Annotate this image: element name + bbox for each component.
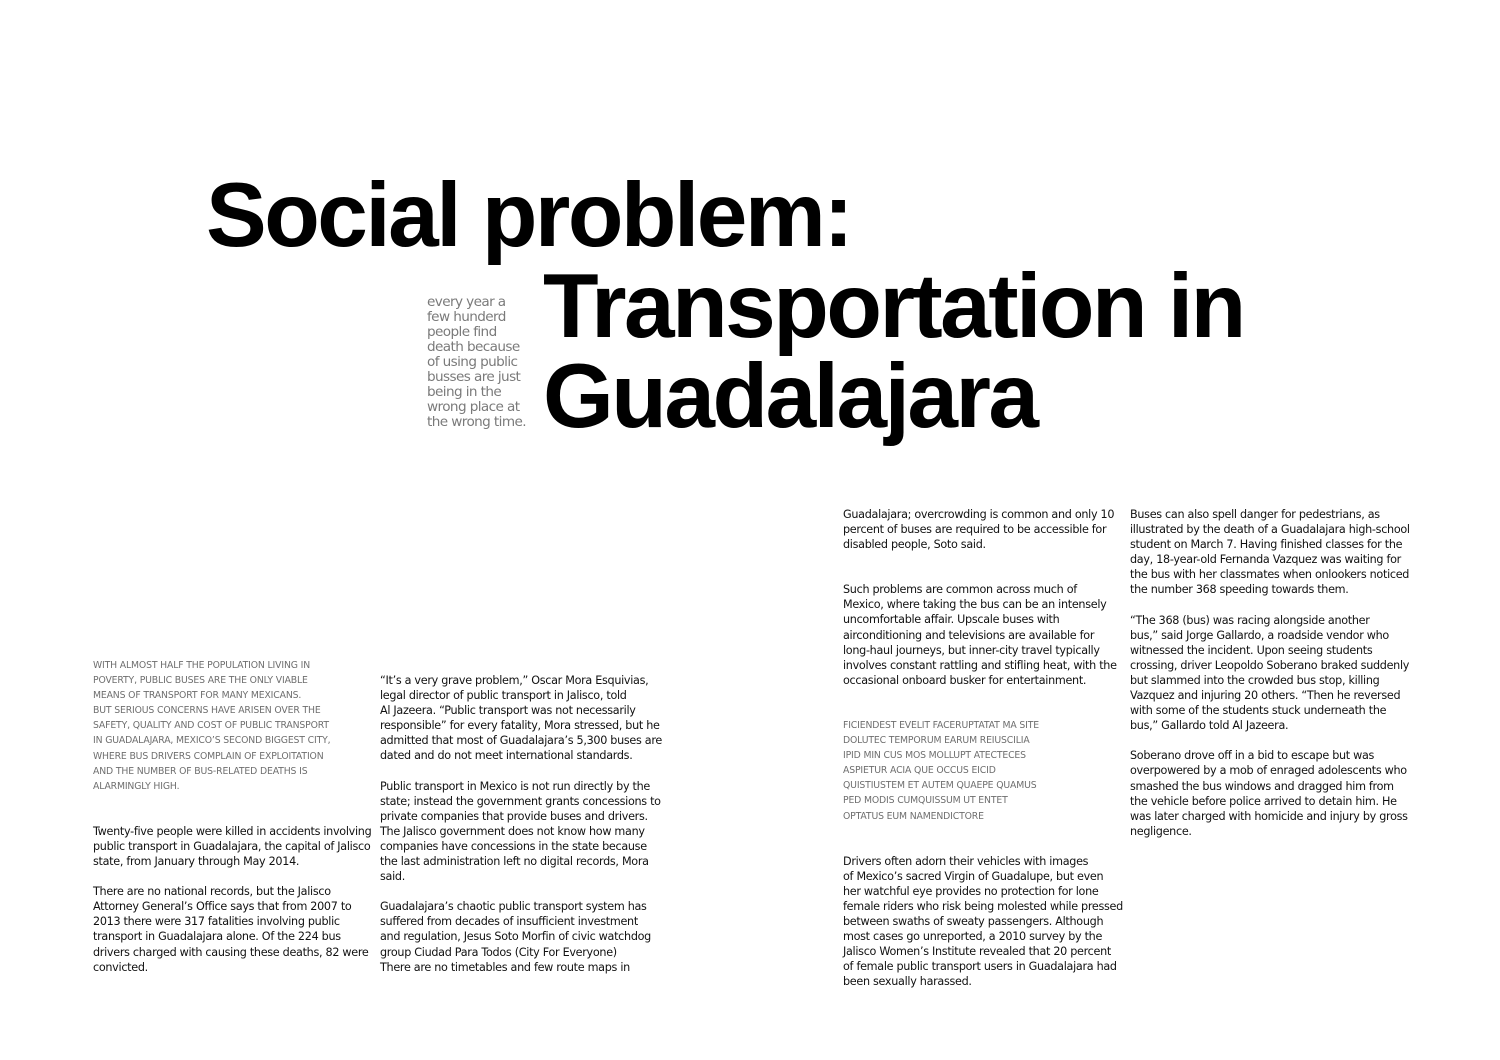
paragraph: [843, 854, 1123, 990]
text-line: the bus with her classmates when onlookers noticed: [1130, 568, 1410, 582]
headline-line-1: Social problem:: [206, 165, 852, 266]
text-line: the last administration left no digital records, Mora: [380, 855, 649, 869]
text-line: Guadalajara’s chaotic public transport system has: [380, 900, 647, 914]
text-line: dated and do not meet international standards.: [380, 749, 633, 763]
text-line: the vehicle before police arrived to detain him. He: [1130, 794, 1397, 808]
text-line: Jalisco Women’s Institute revealed that 20 percent: [843, 945, 1111, 959]
article-column-3: [843, 507, 1123, 989]
headline-line-2: Transportation in: [543, 256, 1244, 357]
text-line: transport in Guadalajara alone. Of the 224 bus: [93, 930, 341, 944]
text-line: been sexually harassed.: [843, 975, 972, 989]
pull-quote-line: the wrong time.: [427, 414, 526, 430]
pull-quote-line: of using public: [427, 354, 518, 370]
paragraph: [1130, 748, 1415, 839]
paragraph: [93, 884, 373, 975]
text-line: but slammed into the crowded bus stop, killing: [1130, 673, 1380, 687]
caps-line: IPID MIN CUS MOS MOLLUPT ATECTECES: [843, 750, 1026, 762]
intro-line: AND THE NUMBER OF BUS-RELATED DEATHS IS: [93, 765, 308, 777]
text-line: Guadalajara; overcrowding is common and only 10: [843, 508, 1115, 521]
text-line: disabled people, Soto said.: [843, 538, 986, 552]
text-line: her watchful eye provides no protection for lone: [843, 884, 1099, 898]
caps-line: ASPIETUR ACIA QUE OCCUS EICID: [843, 765, 996, 777]
caps-line: PED MODIS CUMQUISSUM UT ENTET: [843, 795, 1008, 807]
text-line: Public transport in Mexico is not run directly by the: [380, 779, 651, 793]
text-line: percent of buses are required to be accessible for: [843, 523, 1107, 537]
text-line: The Jalisco government does not know how many: [380, 824, 645, 838]
intro-line: WHERE BUS DRIVERS COMPLAIN OF EXPLOITATION: [93, 750, 324, 762]
text-line: Vazquez and injuring 20 others. “Then he reversed: [1130, 689, 1401, 703]
text-line: companies have concessions in the state because: [380, 839, 647, 853]
text-line: group Ciudad Para Todos (City For Everyone): [380, 945, 617, 959]
pull-quote-line: busses are just: [427, 369, 521, 385]
text-line: was later charged with homicide and injury by gross: [1130, 809, 1408, 823]
text-line: overpowered by a mob of enraged adolescents who: [1130, 764, 1407, 778]
intro-line: ALARMINGLY HIGH.: [93, 780, 180, 792]
caps-line: FICIENDEST EVELIT FACERUPTATAT MA SITE: [843, 719, 1039, 731]
text-line: uncomfortable affair. Upscale buses with: [843, 613, 1060, 627]
text-line: day, 18-year-old Fernanda Vazquez was waiting for: [1130, 553, 1401, 567]
text-line: Al Jazeera. “Public transport was not necessarily: [380, 704, 636, 718]
headline-line-3: Guadalajara: [543, 346, 1037, 447]
intro-line: WITH ALMOST HALF THE POPULATION LIVING IN: [93, 660, 311, 671]
intro-line: SAFETY, QUALITY AND COST OF PUBLIC TRANSPORT: [93, 720, 329, 732]
text-line: negligence.: [1130, 824, 1192, 838]
pull-quote-line: few hunderd: [427, 309, 506, 325]
text-line: long-haul journeys, but inner-city travel typically: [843, 643, 1100, 657]
intro-line: IN GUADALAJARA, MEXICO’S SECOND BIGGEST CITY,: [93, 735, 331, 747]
paragraph: [1130, 507, 1415, 598]
intro-line: MEANS OF TRANSPORT FOR MANY MEXICANS.: [93, 690, 302, 702]
text-line: private companies that provide buses and drivers.: [380, 809, 648, 823]
text-line: Soberano drove off in a bid to escape but was: [1130, 749, 1375, 763]
caps-line: DOLUTEC TEMPORUM EARUM REIUSCILIA: [843, 735, 1030, 747]
caps-line: OPTATUS EUM NAMENDICTORE: [843, 810, 984, 822]
text-line: and regulation, Jesus Soto Morfin of civic watchdog: [380, 930, 651, 944]
text-line: responsible” for every fatality, Mora stressed, but he: [380, 719, 660, 733]
text-line: admitted that most of Guadalajara’s 5,300 buses are: [380, 734, 662, 748]
text-line: Drivers often adorn their vehicles with images: [843, 854, 1089, 868]
pull-quote-line: being in the: [427, 384, 502, 400]
caps-block: [843, 718, 1123, 824]
text-line: witnessed the incident. Upon seeing students: [1130, 643, 1373, 657]
text-line: between swaths of sweaty passengers. Although: [843, 914, 1104, 928]
paragraph: [843, 582, 1123, 688]
article-column-1: [93, 658, 373, 975]
text-line: involves constant rattling and stifling heat, with the: [843, 658, 1117, 672]
text-line: “The 368 (bus) was racing alongside another: [1130, 613, 1370, 627]
paragraph: [843, 507, 1123, 552]
text-line: 2013 there were 317 fatalities involving public: [93, 915, 340, 929]
text-line: convicted.: [93, 960, 148, 974]
paragraph: [1130, 613, 1415, 734]
pull-quote-line: death because: [427, 339, 520, 355]
paragraph: [380, 899, 660, 974]
article-column-4: [1130, 507, 1415, 839]
text-line: bus,” said Jorge Gallardo, a roadside vendor who: [1130, 628, 1389, 642]
text-line: Mexico, where taking the bus can be an intensely: [843, 598, 1107, 612]
pull-quote: [427, 295, 537, 430]
text-line: There are no national records, but the Jalisco: [93, 885, 331, 899]
text-line: drivers charged with causing these deaths, 82 were: [93, 945, 369, 959]
text-line: legal director of public transport in Jalisco, told: [380, 689, 627, 703]
text-line: student on March 7. Having finished classes for the: [1130, 538, 1403, 552]
intro-standfirst: [93, 658, 373, 794]
text-line: state, from January through May 2014.: [93, 855, 300, 869]
text-line: Buses can also spell danger for pedestrians, as: [1130, 508, 1380, 521]
text-line: Such problems are common across much of: [843, 583, 1077, 597]
text-line: occasional onboard busker for entertainment.: [843, 673, 1087, 687]
pull-quote-line: people find: [427, 324, 497, 340]
text-line: illustrated by the death of a Guadalajara high-school: [1130, 523, 1410, 537]
text-line: state; instead the government grants concessions to: [380, 794, 661, 808]
paragraph: [93, 824, 373, 869]
paragraph: [380, 673, 660, 764]
text-line: Twenty-five people were killed in accidents involving: [93, 824, 372, 838]
text-line: suffered from decades of insufficient investment: [380, 915, 638, 929]
text-line: smashed the bus windows and dragged him from: [1130, 779, 1394, 793]
text-line: with some of the students stuck underneath the: [1130, 704, 1387, 718]
intro-line: POVERTY, PUBLIC BUSES ARE THE ONLY VIABLE: [93, 675, 308, 687]
text-line: public transport in Guadalajara, the capital of Jalisco: [93, 839, 371, 853]
text-line: of female public transport users in Guadalajara had: [843, 960, 1117, 974]
article-column-2: [380, 673, 660, 975]
text-line: There are no timetables and few route maps in: [380, 960, 630, 974]
pull-quote-line: every year a: [427, 294, 506, 310]
text-line: “It’s a very grave problem,” Oscar Mora Esquivias,: [380, 674, 649, 687]
text-line: Attorney General’s Office says that from 2007 to: [93, 900, 352, 914]
text-line: crossing, driver Leopoldo Soberano braked suddenly: [1130, 658, 1410, 672]
text-line: the number 368 speeding towards them.: [1130, 583, 1349, 597]
text-line: airconditioning and televisions are available for: [843, 628, 1095, 642]
caps-line: QUISTIUSTEM ET AUTEM QUAEPE QUAMUS: [843, 780, 1037, 792]
text-line: of Mexico’s sacred Virgin of Guadalupe, but even: [843, 869, 1104, 883]
pull-quote-line: wrong place at: [427, 399, 520, 415]
text-line: bus,” Gallardo told Al Jazeera.: [1130, 719, 1289, 733]
paragraph: [380, 779, 660, 885]
headline-subtitle: [543, 256, 1244, 447]
text-line: said.: [380, 870, 405, 884]
text-line: female riders who risk being molested while pressed: [843, 899, 1123, 913]
text-line: most cases go unreported, a 2010 survey by the: [843, 930, 1103, 944]
intro-line: BUT SERIOUS CONCERNS HAVE ARISEN OVER THE: [93, 705, 321, 717]
